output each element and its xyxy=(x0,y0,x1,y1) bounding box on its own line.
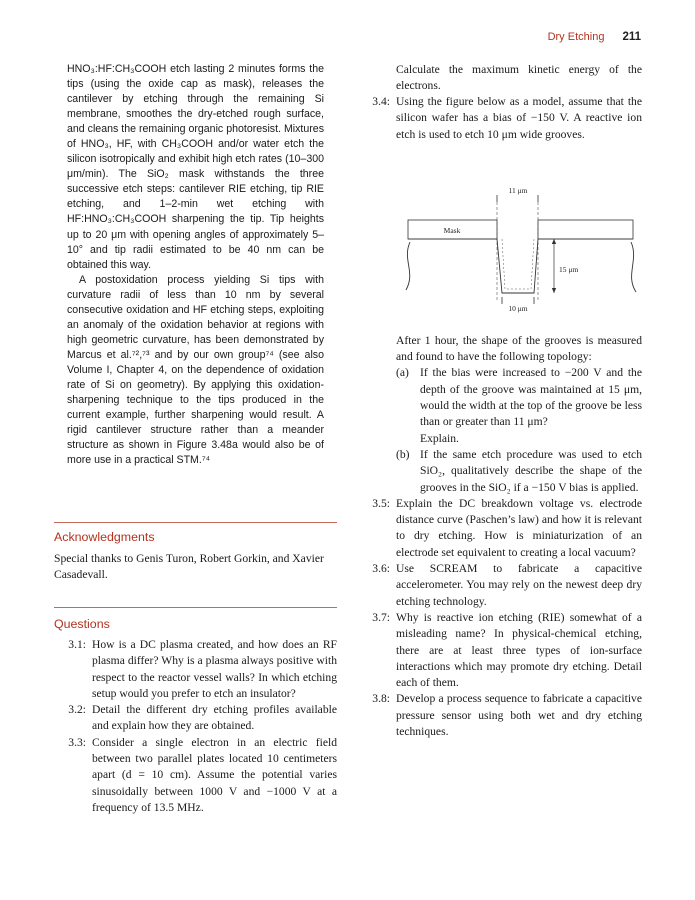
question-after-figure: After 1 hour, the shape of the grooves is measured and found to have the following topology: xyxy=(396,333,642,364)
groove-inner xyxy=(502,239,534,289)
running-title: Dry Etching xyxy=(547,31,605,43)
question-text: Using the figure below as a model, assume that the silicon wafer has a bias of −150 V. A reactive ion etch is used to etch 10 μm wide grooves. xyxy=(396,95,642,141)
question-3-4-continued xyxy=(358,333,642,496)
substrate-outline xyxy=(406,239,636,293)
question-3-4-part-b xyxy=(396,447,642,496)
question-number: 3.5: xyxy=(372,496,390,510)
question-3-8 xyxy=(358,691,642,740)
running-header xyxy=(548,31,641,43)
question-number: 3.6: xyxy=(372,562,390,576)
top-width-label: 11 μm xyxy=(508,186,528,195)
part-explain: Explain. xyxy=(420,431,459,445)
right-column xyxy=(358,62,642,740)
part-label: (a) xyxy=(396,366,409,380)
section-rule xyxy=(54,607,337,608)
body-paragraph-2: A postoxidation process yielding Si tips with curvature radii of less than 10 nm by several consecutive oxidation and HF etching steps, exploiting an anomaly of the oxidation behavior at regions with high geometric curvature, has been demonstrated by Marcus et al.⁷²,⁷³ and by our own group⁷⁴ (see also Volume I, Chapter 4, on the dependence of oxidation rate of Si on geometry). By applying this oxidation-sharpening technique to the tips produced in the current example, further sharpening would result. A rigid cantilever structure rather than a meander structure as shown in Figure 3.48a would also be of more use in a practical STM.⁷⁴ xyxy=(67,273,324,467)
question-text: Explain the DC breakdown voltage vs. electrode distance curve (Paschen’s law) and how it is relevant to dry etching. How is miniaturization of an electrode set equivalent to creating a local vacuum? xyxy=(396,496,642,559)
question-3-5 xyxy=(358,496,642,561)
question-text: Detail the different dry etching profiles available and explain how they are obtained. xyxy=(92,703,337,733)
question-number: 3.4: xyxy=(372,95,390,108)
part-text: If the bias were increased to −200 V and the depth of the groove was maintained at 15 μm, would the width at the top of the groove be less than or greater than 11 μm? xyxy=(420,366,642,429)
mask-right xyxy=(538,220,633,239)
questions-heading: Questions xyxy=(54,617,110,631)
acknowledgments-text: Special thanks to Genis Turon, Robert Gorkin, and Xavier Casadevall. xyxy=(54,552,324,582)
body-paragraph-1: HNO₃:HF:CH₃COOH etch lasting 2 minutes forms the tips (using the oxide cap as mask), releases the cantilever by etching through the remaining Si membrane, smoothes the dry-etched rough surface, and cleans the remaining organic photoresist. Mixtures of HNO₃, HF, with CH₃COOH and/or water etch the silicon isotropically and exhibit high etch rates (10–300 μm/min). The SiO₂ mask withstands the three successive etch steps: cantilever RIE etching, tip RIE etching, and 1–2-min wet etching with HF:HNO₃:CH₃COOH sharpening the tip. Tip heights up to 20 μm with opening angles of approximately 5–10° and tip radii estimated to be 40 nm can be obtained this way. xyxy=(67,63,324,271)
depth-label: 15 μm xyxy=(559,265,579,274)
question-3-6 xyxy=(358,561,642,610)
question-number: 3.7: xyxy=(372,610,390,624)
question-text: Use SCREAM to fabricate a capacitive accelerometer. You may rely on the newest deep dry etching technology. xyxy=(396,562,642,608)
question-3-2 xyxy=(54,702,337,735)
depth-arrow-bottom xyxy=(552,288,556,293)
question-3-4-part-a xyxy=(396,365,642,446)
question-text-continued: Calculate the maximum kinetic energy of the electrons. xyxy=(396,63,642,93)
part-label: (b) xyxy=(396,447,410,461)
question-3-4 xyxy=(358,94,642,143)
part-text: If the same etch procedure was used to etch SiO₂, qualitatively describe the shape of the grooves in the SiO₂ if a −150 V bias is applied. xyxy=(420,447,642,494)
groove-diagram xyxy=(398,180,643,320)
acknowledgments-heading: Acknowledgments xyxy=(54,530,155,544)
question-text: Consider a single electron in an electric field between two parallel plates located 10 centimeters apart (d = 10 cm). Assume the potential varies sinusoidally between 1000 V and −1000 V at a frequency of 13.5 MHz. xyxy=(92,735,337,814)
questions-left xyxy=(54,637,337,816)
depth-arrow-top xyxy=(552,239,556,244)
question-3-3 xyxy=(54,735,337,816)
page-number: 211 xyxy=(622,31,641,43)
left-column-text xyxy=(67,62,324,468)
question-text: Why is reactive ion etching (RIE) somewhat of a misleading name? In physical-chemical etching, there are at least three types of ion-surface interactions which may promote dry etching. Detail each of them. xyxy=(396,610,642,690)
question-text: Develop a process sequence to fabricate a capacitive pressure sensor using both wet and dry etching techniques. xyxy=(396,692,642,739)
question-3-1 xyxy=(54,637,337,702)
question-3-3-continued xyxy=(358,62,642,94)
question-text: How is a DC plasma created, and how does an RF plasma differ? Why is a plasma always positive with respect to the reactor vessel walls? In which etching setup would you prefer to etch an insulator? xyxy=(92,638,337,700)
question-number: 3.1: xyxy=(68,638,86,651)
section-rule xyxy=(54,522,337,523)
question-number: 3.2: xyxy=(68,703,86,717)
question-number: 3.8: xyxy=(372,692,390,706)
mask-label: Mask xyxy=(443,226,461,235)
question-3-7 xyxy=(358,610,642,691)
question-number: 3.3: xyxy=(68,735,86,749)
bottom-width-label: 10 μm xyxy=(508,304,528,313)
